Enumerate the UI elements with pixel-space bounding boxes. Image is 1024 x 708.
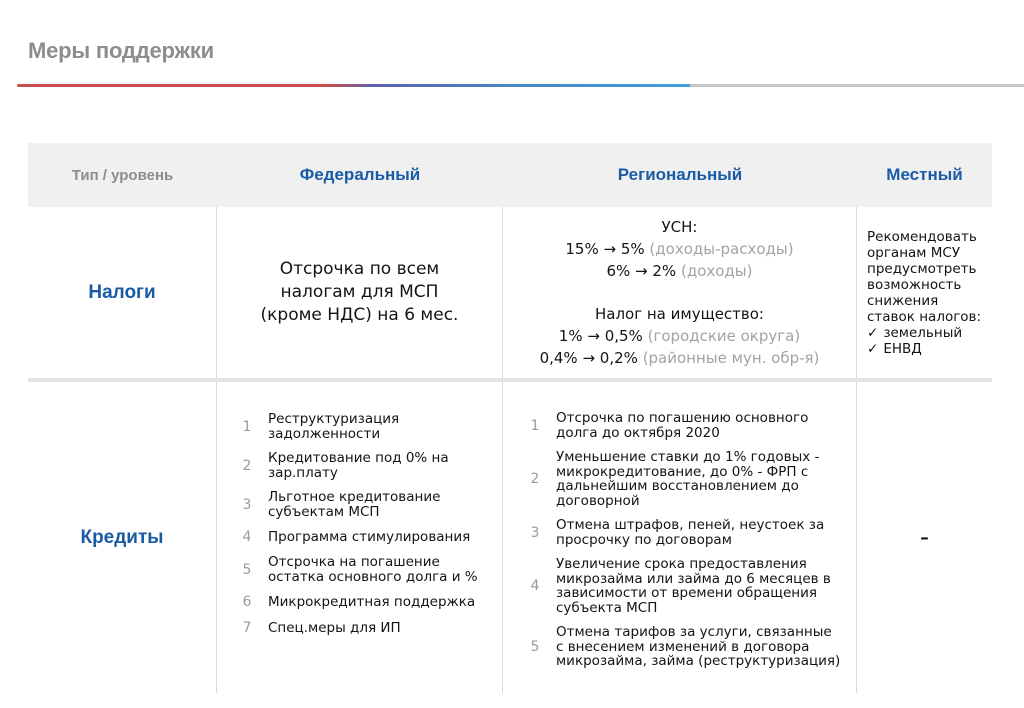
- tax-rate-line: [540, 347, 820, 369]
- taxes-federal-text: Отсрочка по всем налогам для МСП (кроме НДС) на 6 мес.: [260, 259, 459, 325]
- item-number: 3: [530, 524, 540, 541]
- accent-divider-gray: [690, 84, 1024, 87]
- list-item: [239, 555, 494, 584]
- checklist-row: [867, 341, 986, 357]
- item-text: Увеличение срока предоставления микрозайма или займа до 6 месяцев в зависимости от времени обращения субъекта МСП: [556, 556, 831, 616]
- item-text: Микрокредитная поддержка: [268, 593, 476, 610]
- tax-rate-note: (районные мун. обр-я): [642, 349, 820, 367]
- tax-rate-line: [540, 325, 820, 347]
- item-number: 4: [530, 578, 540, 594]
- item-number: 7: [242, 620, 252, 636]
- credits-local-cell: [857, 382, 992, 693]
- credits-federal-cell: [217, 382, 503, 693]
- item-text: Отсрочка на погашение остатка основного долга и %: [268, 554, 478, 585]
- list-item: [239, 490, 494, 519]
- credits-regional-cell: [503, 382, 857, 693]
- tax-rate-note: (доходы-расходы): [649, 240, 794, 258]
- item-text: Кредитование под 0% на зар.плату: [268, 450, 449, 481]
- item-number: 6: [242, 594, 252, 610]
- check-icon: ✓: [867, 324, 879, 341]
- tax-rate-value: 0,4% → 0,2%: [539, 349, 638, 367]
- property-tax-title: Налог на имущество:: [594, 305, 764, 323]
- page-title: Меры поддержки: [28, 38, 214, 63]
- tax-rate-line: [565, 260, 793, 282]
- checklist-label: ЕНВД: [883, 340, 922, 357]
- list-item: [239, 594, 494, 610]
- checklist-label: земельный: [883, 324, 963, 341]
- usn-title: УСН:: [661, 218, 698, 236]
- list-item: [527, 557, 848, 615]
- tax-rate-note: (городские округа): [647, 327, 801, 345]
- column-header-regional: Региональный: [617, 165, 743, 184]
- accent-divider-redblue: [17, 84, 690, 87]
- column-header-type-level: Тип / уровень: [71, 166, 174, 184]
- list-item: [239, 412, 494, 441]
- item-number: 2: [242, 457, 252, 474]
- taxes-regional-cell: [503, 207, 857, 378]
- empty-cell-dash: –: [920, 527, 929, 548]
- item-number: 3: [242, 496, 252, 513]
- list-item: [239, 620, 494, 636]
- table-header-row: [28, 143, 992, 207]
- item-text: Отмена тарифов за услуги, связанные с внесением изменений в договора микрозайма, займа (реструктуризация): [556, 624, 841, 669]
- tax-rate-line: [565, 238, 793, 260]
- row-label-taxes: Налоги: [88, 281, 156, 303]
- credits-label-cell: [28, 382, 217, 693]
- item-number: 5: [530, 638, 540, 655]
- list-item: [239, 529, 494, 545]
- row-label-credits: Кредиты: [80, 526, 164, 548]
- list-item: [527, 411, 848, 440]
- item-number: 4: [242, 529, 252, 545]
- item-text: Спец.меры для ИП: [268, 619, 401, 636]
- tax-rate-value: 6% → 2%: [606, 262, 677, 280]
- list-item: [527, 518, 848, 547]
- tax-rate-value: 15% → 5%: [565, 240, 645, 258]
- item-text: Уменьшение ставки до 1% годовых - микрокредитование, до 0% - ФРП с дальнейшим восстановлением до договорной: [556, 449, 820, 509]
- check-icon: ✓: [867, 340, 879, 357]
- item-text: Отсрочка по погашению основного долга до октября 2020: [556, 410, 809, 441]
- usn-block: [565, 216, 793, 282]
- taxes-label-cell: [28, 207, 217, 378]
- column-header-local: Местный: [886, 165, 963, 184]
- taxes-federal-cell: [217, 207, 503, 378]
- taxes-local-checklist: [867, 325, 986, 357]
- taxes-local-intro: Рекомендовать органам МСУ предусмотреть возможность снижения ставок налогов:: [867, 228, 982, 325]
- table-row-credits: [28, 382, 992, 693]
- tax-rate-value: 1% → 0,5%: [558, 327, 643, 345]
- support-measures-table: [28, 143, 992, 693]
- item-text: Отмена штрафов, пеней, неустоек за просрочку по договорам: [556, 517, 825, 548]
- column-header-federal: Федеральный: [299, 165, 421, 184]
- item-number: 2: [530, 471, 540, 487]
- usn-lines: [565, 238, 793, 282]
- item-text: Льготное кредитование субъектам МСП: [268, 489, 441, 520]
- table-row-taxes: [28, 207, 992, 378]
- item-number: 1: [530, 417, 540, 434]
- checklist-row: [867, 325, 986, 341]
- list-item: [527, 625, 848, 669]
- item-number: 1: [242, 418, 252, 435]
- property-tax-block: [540, 303, 820, 369]
- list-item: [527, 450, 848, 508]
- taxes-local-cell: [857, 207, 992, 378]
- item-text: Реструктуризация задолженности: [268, 411, 400, 442]
- tax-rate-note: (доходы): [680, 262, 753, 280]
- property-tax-lines: [540, 325, 820, 369]
- item-number: 5: [242, 561, 252, 578]
- item-text: Программа стимулирования: [268, 528, 471, 545]
- list-item: [239, 451, 494, 480]
